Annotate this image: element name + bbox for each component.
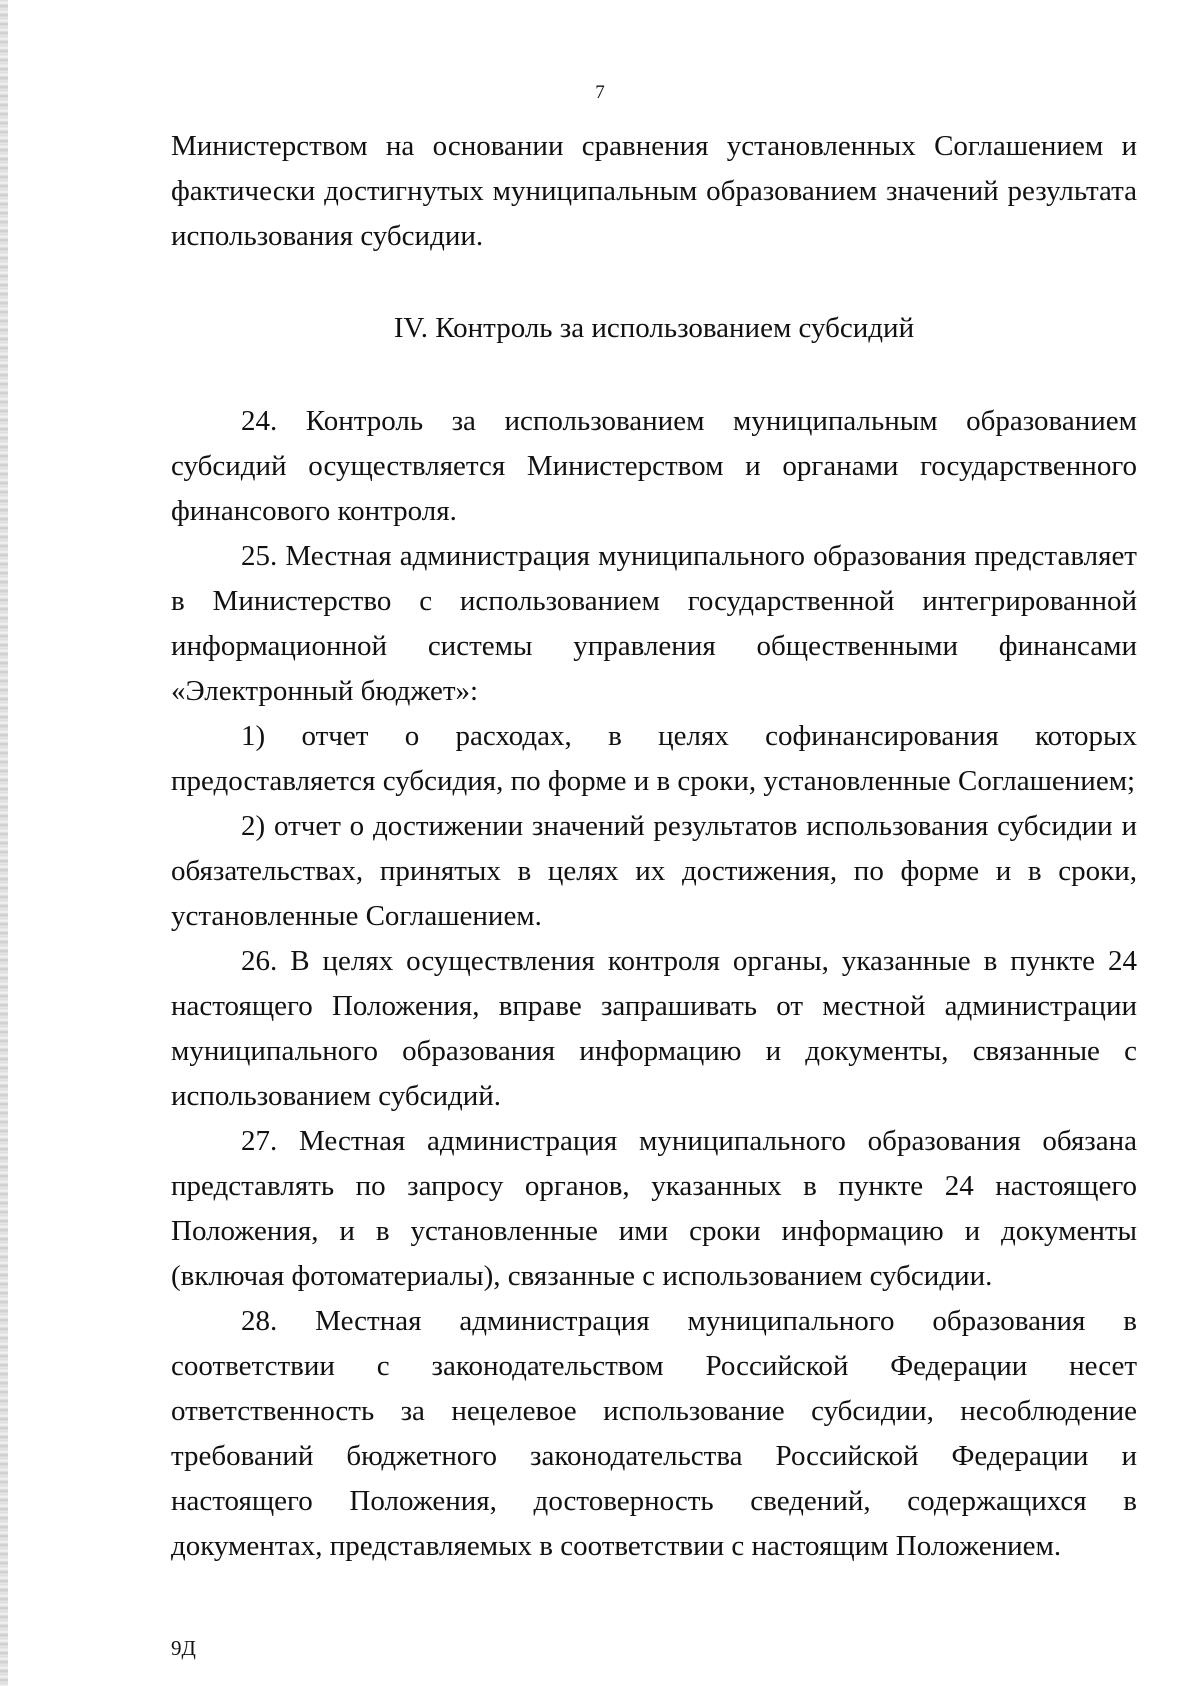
paragraph-25-item-1: 1) отчет о расходах, в целях софинансирования которых предоставляется субсидия, по форме и в сроки, установленные Соглашением; [171, 720, 1137, 797]
footer-code: 9Д [171, 1636, 196, 1660]
paragraph-25: 25. Местная администрация муниципального образования представляет в Министерство с использованием государственной интегрированной информационной системы управления общественными финансами «Электронный бюджет»: [171, 540, 1137, 707]
section-title: IV. Контроль за использованием субсидий [393, 312, 915, 344]
paragraph-25-item-2: 2) отчет о достижении значений результатов использования субсидии и обязательствах, принятых в целях их достижения, по форме и в сроки, установленные Соглашением. [171, 810, 1137, 932]
paragraph-28: 28. Местная администрация муниципального образования в соответствии с законодательством Российской Федерации несет ответственность за нецелевое использование субсидии, несоблюдение требований бюджетного законодательства Российской Федерации и настоящего Положения, достоверность сведений, содержащихся в документах, представляемых в соответствии с настоящим Положением. [171, 1305, 1137, 1562]
scan-edge [0, 0, 8, 1686]
intro-paragraph: Министерством на основании сравнения установленных Соглашением и фактически достигнутых муниципальным образованием значений результата использования субсидии. [171, 130, 1137, 252]
page-number: 7 [595, 82, 605, 103]
paragraph-27: 27. Местная администрация муниципального образования обязана представлять по запросу органов, указанных в пункте 24 настоящего Положения, и в установленные ими сроки информацию и документы (включая фотоматериалы), связанные с использованием субсидии. [171, 1125, 1137, 1292]
paragraph-24: 24. Контроль за использованием муниципальным образованием субсидий осуществляется Министерством и органами государственного финансового контроля. [171, 405, 1137, 527]
document-body [171, 124, 1137, 1569]
paragraph-26: 26. В целях осуществления контроля органы, указанные в пункте 24 настоящего Положения, вправе запрашивать от местной администрации муниципального образования информацию и документы, связанные с использованием субсидий. [171, 945, 1137, 1112]
